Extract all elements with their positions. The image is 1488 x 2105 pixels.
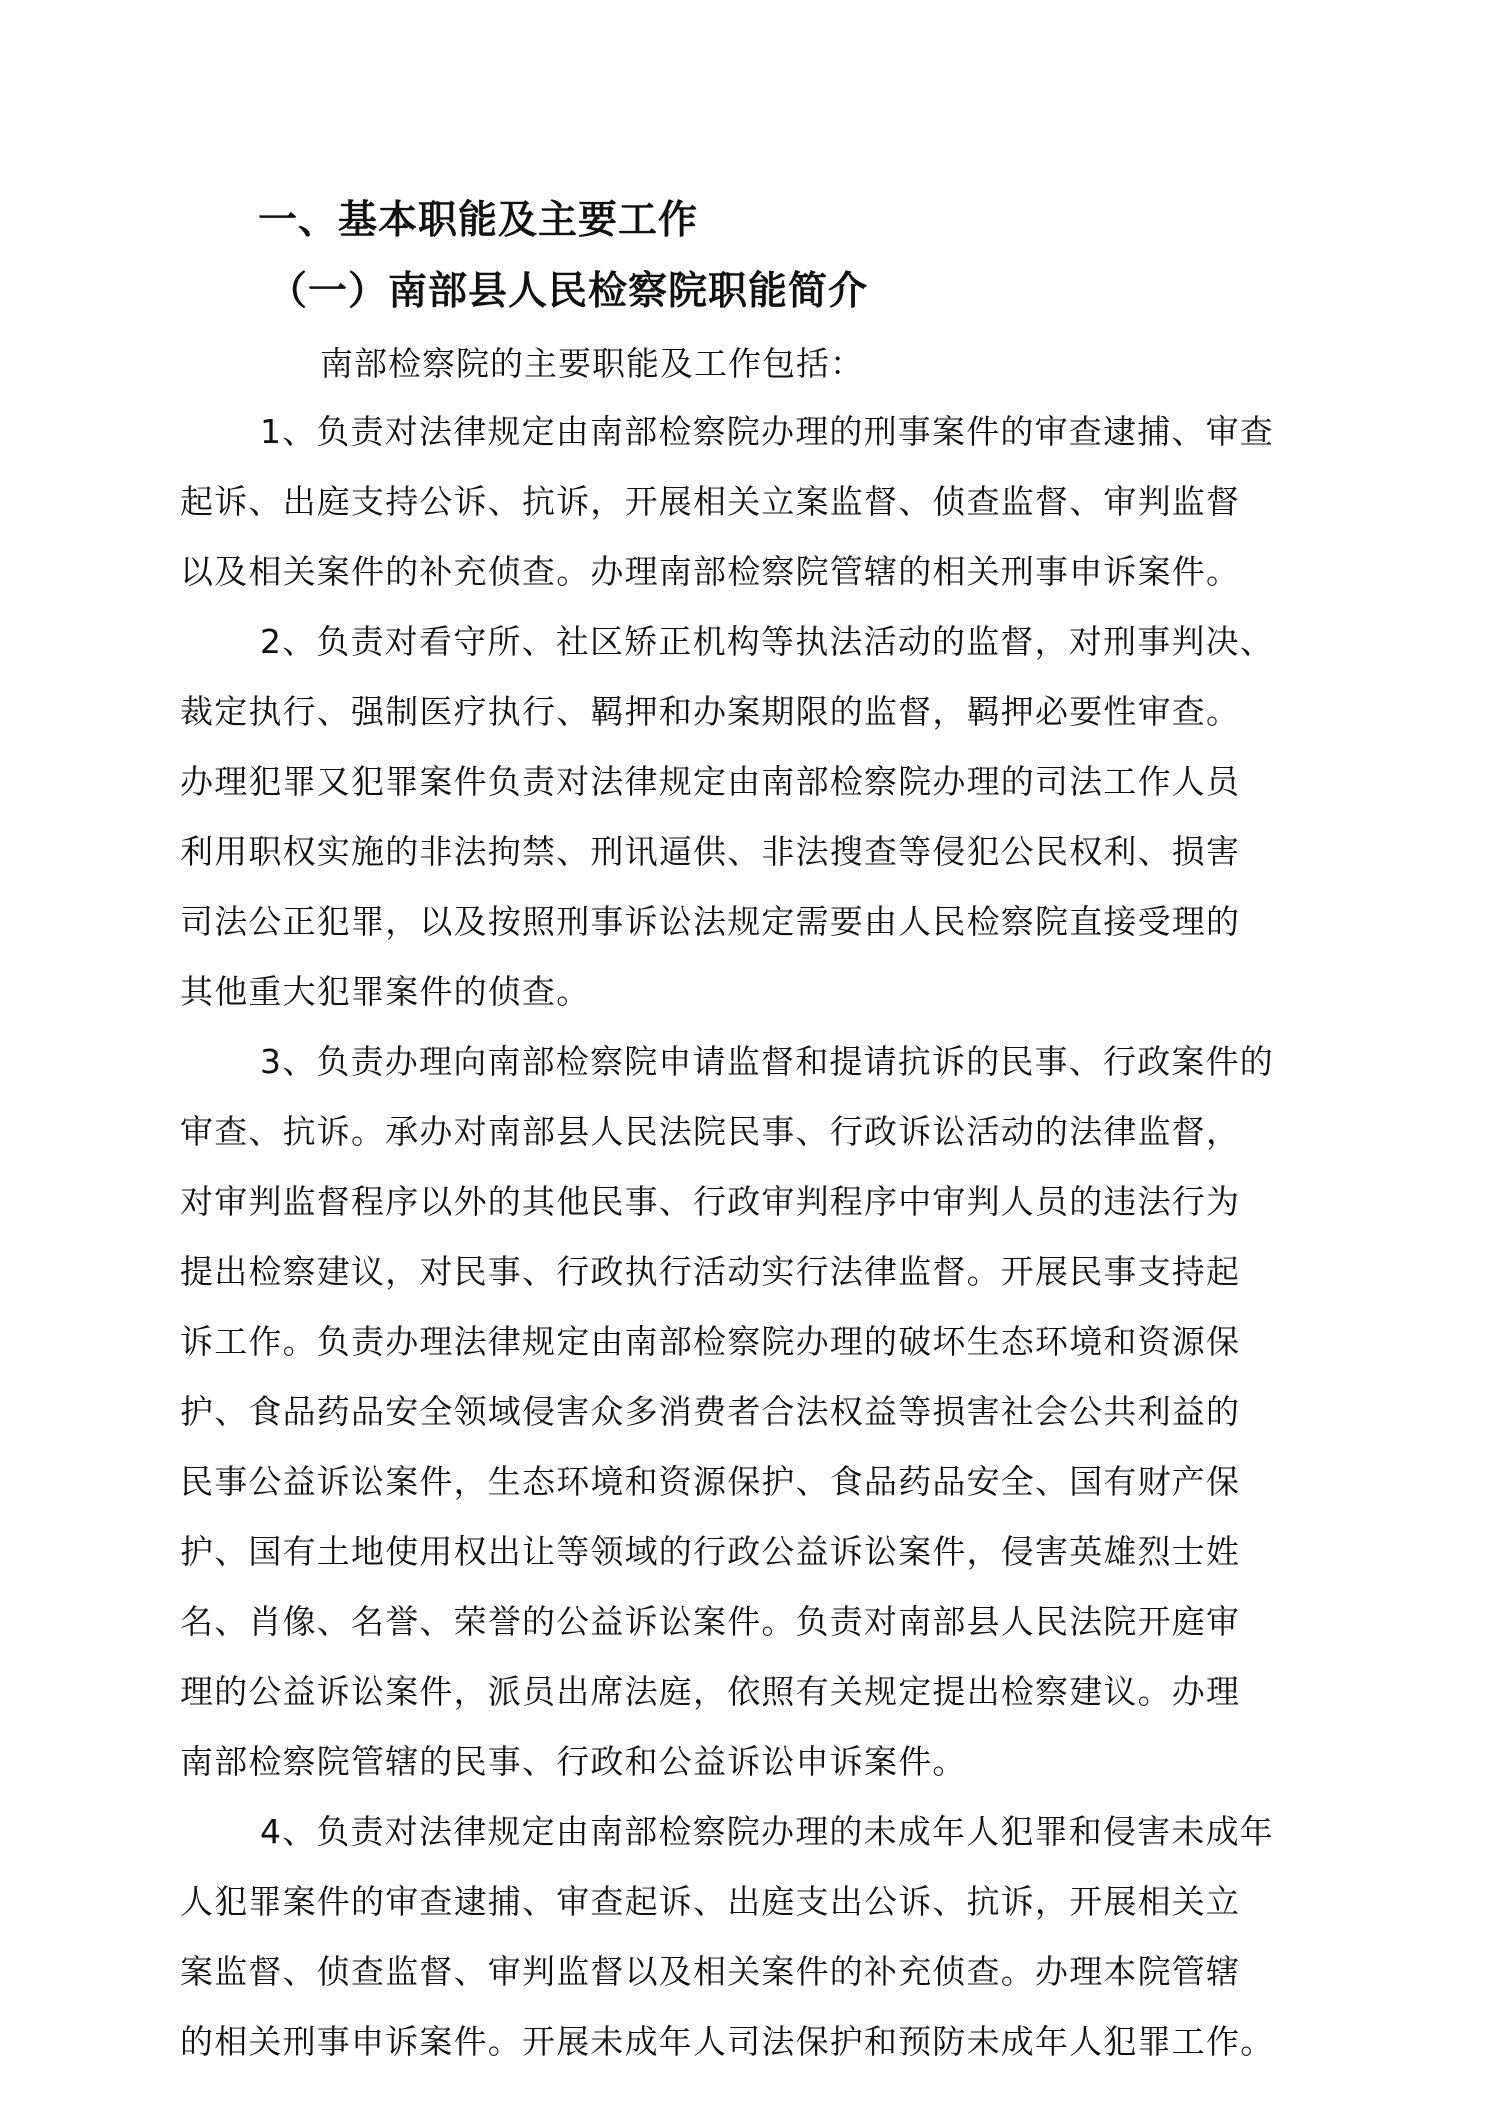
paragraph-line: 司法公正犯罪，以及按照刑事诉讼法规定需要由人民检察院直接受理的 <box>180 902 1241 941</box>
paragraph-line: 以及相关案件的补充侦查。办理南部检察院管辖的相关刑事申诉案件。 <box>180 552 1241 591</box>
intro-line: 南部检察院的主要职能及工作包括： <box>320 344 864 383</box>
paragraph-line: 的相关刑事申诉案件。开展未成年人司法保护和预防未成年人犯罪工作。 <box>180 2022 1275 2061</box>
paragraph-line: 3、负责办理向南部检察院申请监督和提请抗诉的民事、行政案件的 <box>260 1042 1274 1081</box>
paragraph-line: 护、国有土地使用权出让等领域的行政公益诉讼案件，侵害英雄烈士姓 <box>180 1532 1241 1571</box>
paragraph-line: 护、食品药品安全领域侵害众多消费者合法权益等损害社会公共利益的 <box>180 1392 1241 1431</box>
paragraph-2 <box>180 607 1350 1027</box>
paragraph-line: 起诉、出庭支持公诉、抗诉，开展相关立案监督、侦查监督、审判监督 <box>180 482 1241 521</box>
paragraph-line: 审查、抗诉。承办对南部县人民法院民事、行政诉讼活动的法律监督， <box>180 1112 1241 1151</box>
section-heading: 一、基本职能及主要工作 <box>258 198 699 243</box>
paragraph-line: 利用职权实施的非法拘禁、刑讯逼供、非法搜查等侵犯公民权利、损害 <box>180 832 1241 871</box>
paragraph-4 <box>180 1797 1350 2077</box>
subsection-heading: （一）南部县人民检察院职能简介 <box>268 269 869 314</box>
paragraph-line: 对审判监督程序以外的其他民事、行政审判程序中审判人员的违法行为 <box>180 1182 1241 1221</box>
paragraph-3 <box>180 1027 1350 1797</box>
paragraph-line: 其他重大犯罪案件的侦查。 <box>180 972 591 1011</box>
paragraph-line: 诉工作。负责办理法律规定由南部检察院办理的破坏生态环境和资源保 <box>180 1322 1241 1361</box>
paragraph-line: 民事公益诉讼案件，生态环境和资源保护、食品药品安全、国有财产保 <box>180 1462 1241 1501</box>
paragraph-line: 南部检察院管辖的民事、行政和公益诉讼申诉案件。 <box>180 1742 967 1781</box>
paragraph-line: 2、负责对看守所、社区矫正机构等执法活动的监督，对刑事判决、 <box>260 622 1274 661</box>
paragraph-1 <box>180 397 1350 607</box>
paragraph-line: 办理犯罪又犯罪案件负责对法律规定由南部检察院办理的司法工作人员 <box>180 762 1241 801</box>
paragraph-line: 裁定执行、强制医疗执行、羁押和办案期限的监督，羁押必要性审查。 <box>180 692 1241 731</box>
paragraph-line: 人犯罪案件的审查逮捕、审查起诉、出庭支出公诉、抗诉，开展相关立 <box>180 1882 1241 1921</box>
paragraph-line: 1、负责对法律规定由南部检察院办理的刑事案件的审查逮捕、审查 <box>260 412 1274 451</box>
paragraph-line: 名、肖像、名誉、荣誉的公益诉讼案件。负责对南部县人民法院开庭审 <box>180 1602 1241 1641</box>
paragraph-line: 案监督、侦查监督、审判监督以及相关案件的补充侦查。办理本院管辖 <box>180 1952 1241 1991</box>
paragraph-line: 4、负责对法律规定由南部检察院办理的未成年人犯罪和侵害未成年 <box>260 1812 1274 1851</box>
paragraph-line: 提出检察建议，对民事、行政执行活动实行法律监督。开展民事支持起 <box>180 1252 1241 1291</box>
paragraph-line: 理的公益诉讼案件，派员出席法庭，依照有关规定提出检察建议。办理 <box>180 1672 1241 1711</box>
